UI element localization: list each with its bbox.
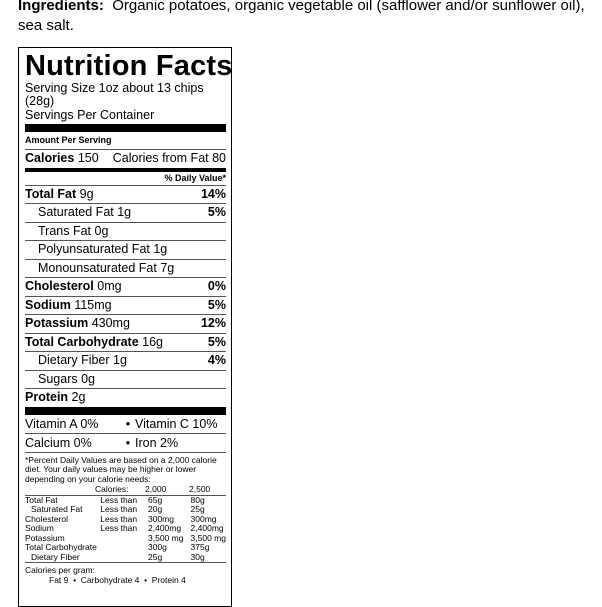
nutrient-row-sodium (25, 296, 226, 315)
nutrient-name: Protein (25, 390, 69, 404)
nutrient-row-potassium (25, 314, 226, 333)
nutrient-row-cholesterol (25, 277, 226, 296)
nutrition-facts-label (18, 47, 232, 607)
table-cell: Less than (100, 504, 138, 514)
table-cell: 300mg (190, 513, 217, 524)
table-cell (100, 553, 148, 563)
table-cell: 3,500 mg (190, 532, 226, 543)
daily-value-header: % Daily Value* (164, 172, 226, 183)
table-cell: 300g (148, 542, 167, 552)
calories-per-gram: Fat 9 • Carbohydrate 4 • Protein 4 (49, 574, 186, 585)
calories-per-gram-label: Calories per gram: (25, 565, 95, 575)
thick-divider (25, 407, 226, 415)
nutrient-name: Polyunsaturated Fat (38, 242, 150, 256)
table-cell: 300mg (148, 513, 174, 524)
table-cell: 25g (148, 551, 163, 562)
nutrient-name: Cholesterol (25, 279, 94, 293)
nutrient-amount: 115mg (74, 297, 112, 312)
table-cell (100, 534, 148, 544)
table-cell: Dietary Fiber (31, 551, 80, 562)
nutrient-row-total-fat (25, 185, 226, 204)
table-cell: Less than (100, 513, 138, 524)
ingredients-label: Ingredients: (18, 0, 104, 14)
nutrient-amount: 430mg (91, 316, 130, 330)
table-cell: Sodium (25, 523, 54, 533)
vitamin-row (25, 433, 226, 452)
calories-label: Calories (25, 151, 75, 165)
table-row (25, 553, 226, 563)
calories-from-fat: Calories from Fat 80 (112, 151, 226, 165)
table-cell: Less than (100, 494, 138, 505)
nutrient-amount: 9g (79, 186, 94, 201)
nutrient-row-total-carbohydrate (25, 333, 226, 352)
nutrient-pct: 4% (207, 353, 226, 367)
table-cell: 2,000 (145, 484, 167, 494)
nutrient-name: Sugars (38, 371, 78, 386)
nutrient-name: Total Carbohydrate (25, 334, 139, 349)
table-cell: 80g (190, 494, 205, 505)
servings-per-container: Servings Per Container (25, 108, 155, 122)
nutrient-name: Total Fat (25, 186, 77, 201)
vitamin-right: Vitamin C 10% (135, 416, 218, 431)
nutrient-name: Dietary Fiber (38, 353, 110, 367)
table-cell (25, 485, 95, 495)
amount-per-serving: Amount Per Serving (25, 135, 112, 145)
nutrient-row-trans-fat (25, 222, 226, 241)
table-header-row (25, 485, 226, 495)
table-cell (100, 543, 148, 553)
serving-size: Serving Size 1oz about 13 chips (28g) (25, 81, 204, 108)
ingredients-list: Organic potatoes, organic vegetable oil (safflower and/or sunflower oil), sea salt. (18, 0, 585, 34)
vitamin-left: Calcium 0% (25, 435, 92, 450)
nutrient-name: Monounsaturated Fat (38, 260, 157, 275)
nutrient-amount: 1g (153, 242, 168, 256)
nutrient-amount: 7g (160, 260, 175, 275)
nutrient-amount: 2g (71, 390, 86, 404)
thick-divider (25, 124, 226, 132)
nutrient-pct: 14% (200, 186, 226, 201)
nutrient-name: Sodium (25, 297, 71, 312)
vitamin-right: Iron 2% (135, 435, 179, 450)
nutrient-row-sugars (25, 370, 226, 389)
table-cell: Less than (100, 523, 138, 533)
nutrient-pct: 5% (207, 334, 226, 349)
table-cell: Saturated Fat (31, 504, 83, 514)
table-cell: Cholesterol (25, 513, 68, 524)
bullet: • (125, 435, 131, 450)
nutrient-row-dietary-fiber (25, 351, 226, 370)
table-cell: 3,500 mg (148, 532, 184, 543)
calories-row (25, 149, 226, 168)
nutrient-name: Saturated Fat (38, 205, 114, 219)
nutrient-amount: 0mg (97, 279, 122, 293)
nutrient-amount: 0g (81, 371, 95, 386)
nutrition-facts-title: Nutrition Facts (25, 50, 233, 82)
calories-value: 150 (77, 151, 99, 165)
nutrient-amount: 0g (94, 223, 109, 238)
table-cell: 65g (148, 494, 163, 505)
nutrient-row-polyunsaturated-fat (25, 240, 226, 259)
nutrient-row-protein (25, 388, 226, 407)
daily-value-footnote: *Percent Daily Values are based on a 2,000 calorie diet. Your daily values may be higher or lower depending on your calorie needs: (25, 454, 217, 484)
nutrient-amount: 1g (117, 205, 132, 219)
table-cell: 2,500 (189, 484, 211, 494)
nutrient-row-saturated-fat (25, 203, 226, 222)
vitamin-row (25, 415, 226, 433)
bullet: • (125, 416, 131, 431)
table-cell: 2,400mg (190, 523, 224, 533)
vitamin-left: Vitamin A 0% (25, 416, 99, 431)
nutrient-row-monounsaturated-fat (25, 259, 226, 278)
table-cell: 2,400mg (148, 523, 182, 533)
nutrient-amount: 16g (142, 334, 164, 349)
nutrient-name: Trans Fat (38, 223, 92, 238)
nutrient-pct: 5% (207, 205, 226, 219)
table-cell: 30g (190, 551, 205, 562)
nutrient-name: Potassium (25, 316, 89, 330)
nutrient-pct: 5% (207, 297, 226, 312)
table-cell: Potassium (25, 532, 65, 543)
table-cell: 25g (190, 504, 205, 514)
table-cell: 375g (190, 542, 210, 552)
daily-value-table (25, 485, 226, 495)
table-cell: 20g (148, 504, 163, 514)
table-cell: Total Fat (25, 494, 58, 505)
nutrient-pct: 0% (207, 279, 226, 293)
daily-value-table-body (25, 496, 226, 563)
nutrient-pct: 12% (200, 316, 226, 330)
table-cell: Total Carbohydrate (25, 542, 97, 552)
nutrient-amount: 1g (113, 353, 127, 367)
table-cell: Calories: (95, 484, 129, 494)
ingredients-text (18, 0, 602, 36)
